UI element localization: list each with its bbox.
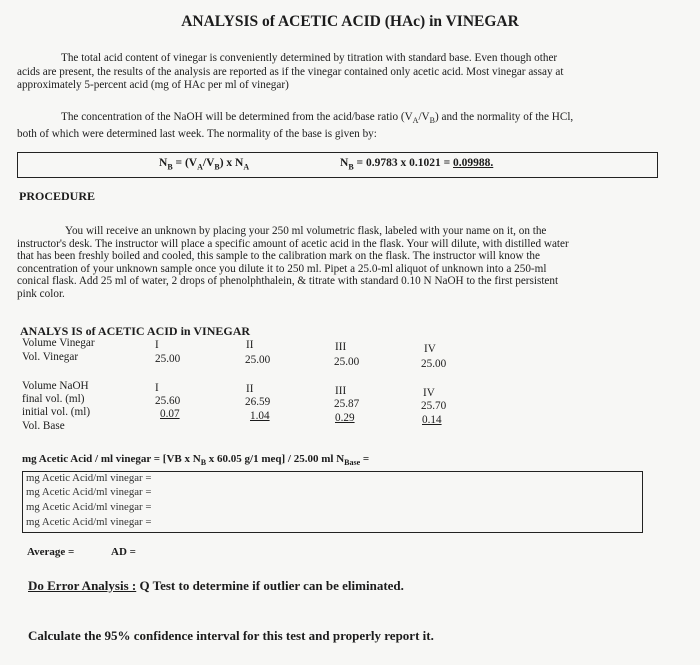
concentration-line-1: The concentration of the NaOH will be determined from the acid/base ratio $(V_A/V_B)$ and the normality of the HCl, xyxy=(61,111,574,126)
vol-vinegar-label: Vol. Vinegar xyxy=(22,351,79,363)
average-label: Average = xyxy=(27,546,75,558)
mg-acetic-acid-formula: mg Acetic Acid / ml vinegar = [VB x $N_B$ x 60.05 g/1 meq] / 25.00 ml $N_{Base}$ = xyxy=(22,453,370,468)
procedure-line: instructor's desk. The instructor will place a specific amount of acetic acid in the flask. Your will dilute, with distilled water xyxy=(17,237,569,250)
vinegar-value-4: 25.00 xyxy=(421,358,447,370)
naoh-col-header-3: III xyxy=(335,385,347,397)
naoh-col-header-1: I xyxy=(155,382,159,394)
col-header-3: III xyxy=(335,341,347,353)
initial-vol-3: 0.29 xyxy=(335,412,355,424)
mg-result-line: mg Acetic Acid/ml vinegar = xyxy=(26,472,152,484)
final-vol-3: 25.87 xyxy=(334,398,360,410)
initial-vol-label: initial vol. (ml) xyxy=(22,406,91,418)
confidence-interval-instruction: Calculate the 95% confidence interval for this test and properly report it. xyxy=(28,628,434,643)
mg-result-line: mg Acetic Acid/ml vinegar = xyxy=(26,516,152,528)
intro-line: approximately 5-percent acid (mg of HAc per ml of vinegar) xyxy=(17,79,289,92)
procedure-line: pink color. xyxy=(17,287,65,300)
col-header-2: II xyxy=(246,339,254,351)
concentration-paragraph xyxy=(17,111,573,141)
normality-value: $N_B = 0.9783$ x 0.1021 = 0.09988. xyxy=(340,157,494,172)
volume-vinegar-label: Volume Vinegar xyxy=(22,337,95,349)
final-vol-4: 25.70 xyxy=(421,400,447,412)
procedure-line: conical flask. Add 25 ml of water, 2 drops of phenolphthalein, & titrate with standard 0.10 N NaOH to the first persistent xyxy=(17,275,559,288)
final-vol-label: final vol. (ml) xyxy=(22,393,85,405)
mg-results-box xyxy=(22,471,643,533)
ad-label: AD = xyxy=(111,546,136,558)
mg-result-line: mg Acetic Acid/ml vinegar = xyxy=(26,486,152,498)
intro-paragraph xyxy=(17,52,563,93)
concentration-line-2: both of which were determined last week. The normality of the base is given by: xyxy=(17,127,377,140)
mg-result-line: mg Acetic Acid/ml vinegar = xyxy=(26,501,152,513)
analysis-heading: ANALYS IS of ACETIC ACID in VINEGAR xyxy=(20,324,251,338)
naoh-col-header-4: IV xyxy=(423,387,435,399)
normality-formula-box xyxy=(17,152,658,178)
procedure-paragraph xyxy=(17,225,569,301)
final-vol-1: 25.60 xyxy=(155,395,181,407)
procedure-line: that has been freshly boiled and cooled, this sample to the calibration mark on the flask. The instructor will know the xyxy=(17,250,540,263)
procedure-heading: PROCEDURE xyxy=(19,189,96,203)
vinegar-value-1: 25.00 xyxy=(155,353,181,365)
vol-base-label: Vol. Base xyxy=(22,420,65,432)
final-vol-2: 26.59 xyxy=(245,396,271,408)
intro-line: The total acid content of vinegar is conveniently determined by titration with standard base. Even though other xyxy=(61,52,558,64)
volume-naoh-label: Volume NaOH xyxy=(22,380,89,392)
initial-vol-1: 0.07 xyxy=(160,408,180,420)
initial-vol-2: 1.04 xyxy=(250,410,270,422)
naoh-col-header-2: II xyxy=(246,383,254,395)
col-header-1: I xyxy=(155,339,159,351)
procedure-line: concentration of your unknown sample once you dilute it to 250 ml. Pipet a 25.0-ml aliquot of unknown into a 250-ml xyxy=(17,262,547,275)
normality-formula: $N_B = (V_A/V_B)$ x $N_A$ xyxy=(159,157,250,172)
procedure-line: You will receive an unknown by placing your 250 ml volumetric flask, labeled with your name on it, on the xyxy=(65,225,547,237)
intro-line: acids are present, the results of the analysis are reported as if the vinegar contained only acetic acid. Most vinegar assay at xyxy=(17,65,564,78)
vinegar-value-2: 25.00 xyxy=(245,354,271,366)
vinegar-value-3: 25.00 xyxy=(334,356,360,368)
col-header-4: IV xyxy=(424,343,436,355)
initial-vol-4: 0.14 xyxy=(422,414,442,426)
page-title: ANALYSIS of ACETIC ACID (HAc) in VINEGAR xyxy=(181,13,519,30)
error-analysis: Do Error Analysis : Q Test to determine if outlier can be eliminated. xyxy=(28,578,404,593)
